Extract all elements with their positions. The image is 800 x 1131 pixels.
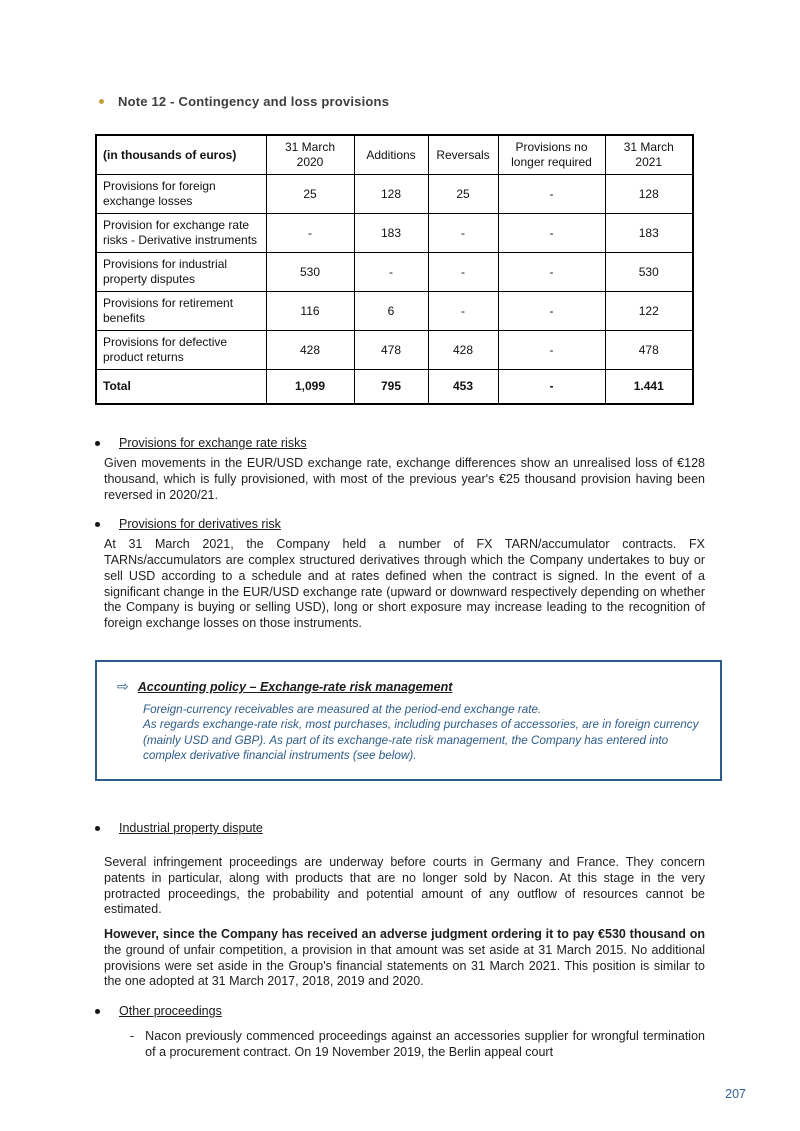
value-cell: - xyxy=(498,370,605,405)
bold-text: However, since the Company has received an adverse judgment ordering it to pay €530 thousand on xyxy=(104,927,705,941)
value-cell: 478 xyxy=(354,331,428,370)
section-heading: Provisions for derivatives risk xyxy=(119,517,281,532)
value-cell: 1,099 xyxy=(266,370,354,405)
value-cell: - xyxy=(428,253,498,292)
value-cell: 530 xyxy=(605,253,693,292)
header-cell: Additions xyxy=(354,135,428,175)
value-cell: - xyxy=(498,214,605,253)
row-label-cell: Total xyxy=(96,370,266,405)
value-cell: - xyxy=(498,253,605,292)
list-item xyxy=(130,1029,705,1061)
section-industrial-property-dispute xyxy=(95,821,705,990)
section-exchange-rate-risks xyxy=(95,436,705,503)
value-cell: 128 xyxy=(605,175,693,214)
header-cell: 31 March 2021 xyxy=(605,135,693,175)
value-cell: 128 xyxy=(354,175,428,214)
value-cell: 428 xyxy=(428,331,498,370)
value-cell: 6 xyxy=(354,292,428,331)
value-cell: - xyxy=(266,214,354,253)
table-row xyxy=(96,292,693,331)
section-heading-row xyxy=(95,517,705,531)
value-cell: 183 xyxy=(605,214,693,253)
provisions-table xyxy=(95,134,694,405)
section-heading-row xyxy=(95,821,705,835)
row-label-cell: Provisions for retirement benefits xyxy=(96,292,266,331)
value-cell: - xyxy=(498,175,605,214)
document-page xyxy=(95,94,705,1061)
value-cell: - xyxy=(354,253,428,292)
table-row xyxy=(96,253,693,292)
value-cell: 25 xyxy=(428,175,498,214)
section-heading: Other proceedings xyxy=(119,1004,222,1018)
note-title-row xyxy=(99,94,705,109)
header-cell: 31 March 2020 xyxy=(266,135,354,175)
row-label-cell: Provisions for foreign exchange losses xyxy=(96,175,266,214)
table-row xyxy=(96,175,693,214)
value-cell: 795 xyxy=(354,370,428,405)
value-cell: 183 xyxy=(354,214,428,253)
value-cell: - xyxy=(428,292,498,331)
policy-body xyxy=(143,702,702,764)
value-cell: 530 xyxy=(266,253,354,292)
row-label-cell: Provisions for industrial property disputes xyxy=(96,253,266,292)
value-cell: - xyxy=(498,292,605,331)
policy-title-row xyxy=(117,678,702,695)
table-row xyxy=(96,214,693,253)
bullet-icon xyxy=(95,826,100,831)
policy-line: Foreign-currency receivables are measured at the period-end exchange rate. xyxy=(143,702,542,716)
section-derivatives-risk xyxy=(95,517,705,632)
table-total-row xyxy=(96,370,693,405)
note-bullet-icon xyxy=(99,99,104,104)
table-header-row xyxy=(96,135,693,175)
value-cell: 453 xyxy=(428,370,498,405)
header-cell: Provisions no longer required xyxy=(498,135,605,175)
policy-line: As regards exchange-rate risk, most purchases, including purchases of accessories, are in foreign currency (mainly USD and GBP). As part of its exchange-rate risk management, the Company has entered into complex derivative financial instruments (see below). xyxy=(143,718,699,763)
section-heading: Provisions for exchange rate risks xyxy=(119,436,307,450)
header-cell: (in thousands of euros) xyxy=(96,135,266,175)
value-cell: 116 xyxy=(266,292,354,331)
paragraph xyxy=(104,927,705,990)
value-cell: - xyxy=(428,214,498,253)
row-label-cell: Provisions for defective product returns xyxy=(96,331,266,370)
text: the ground of unfair competition, a provision in that amount was set aside at 31 March 2015. No additional provisions were set aside in the Group's financial statements on 31 March 2021. This position is similar to the one adopted at 31 March 2017, 2018, 2019 and 2020. xyxy=(104,942,705,989)
value-cell: 1.441 xyxy=(605,370,693,405)
paragraph: Nacon previously commenced proceedings against an accessories supplier for wrongful termination of a procurement contract. On 19 November 2019, the Berlin appeal court xyxy=(145,1029,705,1059)
bullet-icon xyxy=(95,1009,100,1014)
section-heading-row xyxy=(95,1004,705,1018)
paragraph: Several infringement proceedings are underway before courts in Germany and France. They concern patents in particular, along with products that are no longer sold by Nacon. At this stage in the very protracted proceedings, the probability and potential amount of any outflow of resources cannot be estimated. xyxy=(104,855,705,917)
value-cell: 478 xyxy=(605,331,693,370)
section-heading-row xyxy=(95,436,705,450)
value-cell: 25 xyxy=(266,175,354,214)
dash-marker: - xyxy=(130,1029,135,1043)
right-arrow-icon: ⇨ xyxy=(117,677,129,694)
policy-title: Accounting policy – Exchange-rate risk management xyxy=(137,679,453,694)
paragraph: At 31 March 2021, the Company held a number of FX TARN/accumulator contracts. FX TARNs/accumulators are complex structured derivatives through which the Company undertakes to buy or sell USD according to a schedule and at rates defined when the contract is signed. In the event of a significant change in the EUR/USD exchange rate (upward or downward respectively depending on whether the Company is buying or selling USD), long or short exposure may increase leading to the recognition of foreign exchange losses on those instruments. xyxy=(104,537,705,630)
paragraph: Given movements in the EUR/USD exchange rate, exchange differences show an unrealised loss of €128 thousand, which is fully provisioned, with most of the previous year's €25 thousand provision having been reversed in 2020/21. xyxy=(104,456,705,502)
row-label-cell: Provision for exchange rate risks - Derivative instruments xyxy=(96,214,266,253)
value-cell: 428 xyxy=(266,331,354,370)
value-cell: - xyxy=(498,331,605,370)
bullet-icon xyxy=(95,441,100,446)
table-row xyxy=(96,331,693,370)
header-cell: Reversals xyxy=(428,135,498,175)
accounting-policy-box xyxy=(95,660,722,781)
bullet-icon xyxy=(95,522,100,527)
note-title: Note 12 - Contingency and loss provisions xyxy=(118,94,390,109)
page-number: 207 xyxy=(725,1087,746,1101)
section-other-proceedings xyxy=(95,1004,705,1061)
section-heading: Industrial property dispute xyxy=(119,821,263,835)
value-cell: 122 xyxy=(605,292,693,331)
